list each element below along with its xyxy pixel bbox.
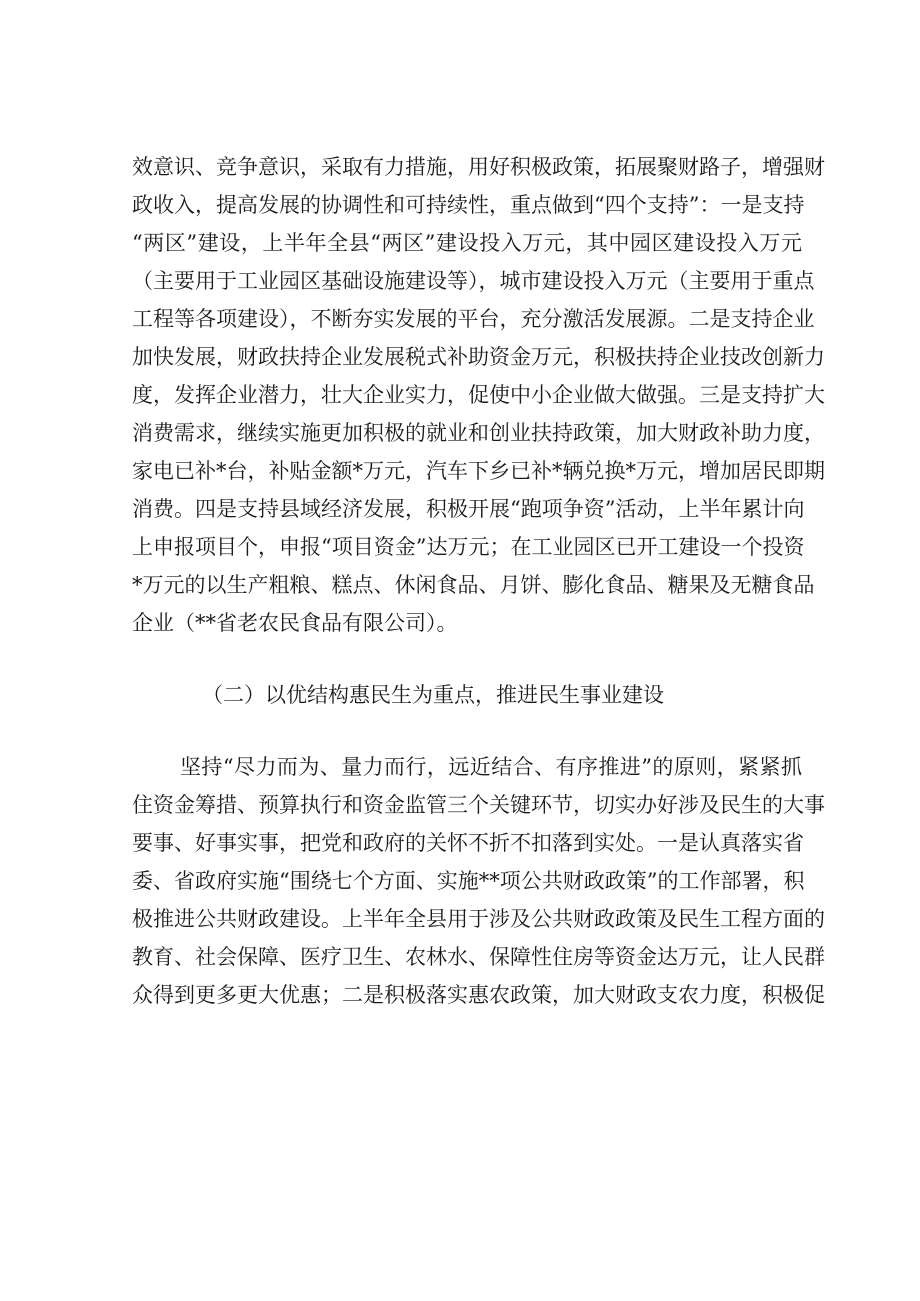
paragraph-1-line: 上申报项目个，申报“项目资金”达万元；在工业园区已开工建设一个投资 — [132, 535, 805, 559]
paragraph-2-line: 要事、好事实事，把党和政府的关怀不折不扣落到实处。一是认真落实省 — [132, 831, 804, 855]
paragraph-1-line: *万元的以生产粗粮、糕点、休闲食品、月饼、膨化食品、糖果及无糖食品 — [132, 573, 815, 597]
paragraph-1-line: 企业（**省老农民食品有限公司）。 — [132, 611, 458, 635]
paragraph-1-line: 消费需求，继续实施更加积极的就业和创业扶持政策，加大财政补助力度， — [132, 421, 825, 445]
paragraph-2-line: 教育、社会保障、医疗卫生、农林水、保障性住房等资金达万元，让人民群 — [132, 945, 825, 969]
paragraph-1-line: 政收入，提高发展的协调性和可持续性，重点做到“四个支持”：一是支持 — [132, 193, 805, 217]
paragraph-2-line: 众得到更多更大优惠；二是积极落实惠农政策，加大财政支农力度，积极促 — [132, 983, 825, 1007]
paragraph-1-line: 加快发展，财政扶持企业发展税式补助资金万元，积极扶持企业技改创新力 — [132, 345, 825, 369]
paragraph-2-line: 极推进公共财政建设。上半年全县用于涉及公共财政政策及民生工程方面的 — [132, 907, 825, 931]
paragraph-2-line: 坚持“尽力而为、量力而行，远近结合、有序推进”的原则，紧紧抓 — [180, 755, 802, 779]
paragraph-1-line: 效意识、竞争意识，采取有力措施，用好积极政策，拓展聚财路子，增强财 — [132, 155, 825, 179]
paragraph-1-line: 工程等各项建设），不断夯实发展的平台，充分激活发展源。二是支持企业 — [132, 307, 815, 331]
paragraph-1-line: （主要用于工业园区基础设施建设等），城市建设投入万元（主要用于重点 — [132, 269, 815, 293]
paragraph-2-line: 住资金筹措、预算执行和资金监管三个关键环节，切实办好涉及民生的大事 — [132, 793, 825, 817]
paragraph-1-line: 消费。四是支持县域经济发展，积极开展“跑项争资”活动，上半年累计向 — [132, 497, 805, 521]
section-heading: （二）以优结构惠民生为重点，推进民生事业建设 — [202, 683, 664, 707]
paragraph-2-line: 委、省政府实施“围绕七个方面、实施**项公共财政政策”的工作部署，积 — [132, 869, 805, 893]
paragraph-1-line: 度，发挥企业潜力，壮大企业实力，促使中小企业做大做强。三是支持扩大 — [132, 383, 825, 407]
paragraph-1-line: “两区”建设，上半年全县“两区”建设投入万元，其中园区建设投入万元 — [132, 231, 802, 255]
paragraph-1-line: 家电已补*台，补贴金额*万元，汽车下乡已补*辆兑换*万元，增加居民即期 — [132, 459, 825, 483]
